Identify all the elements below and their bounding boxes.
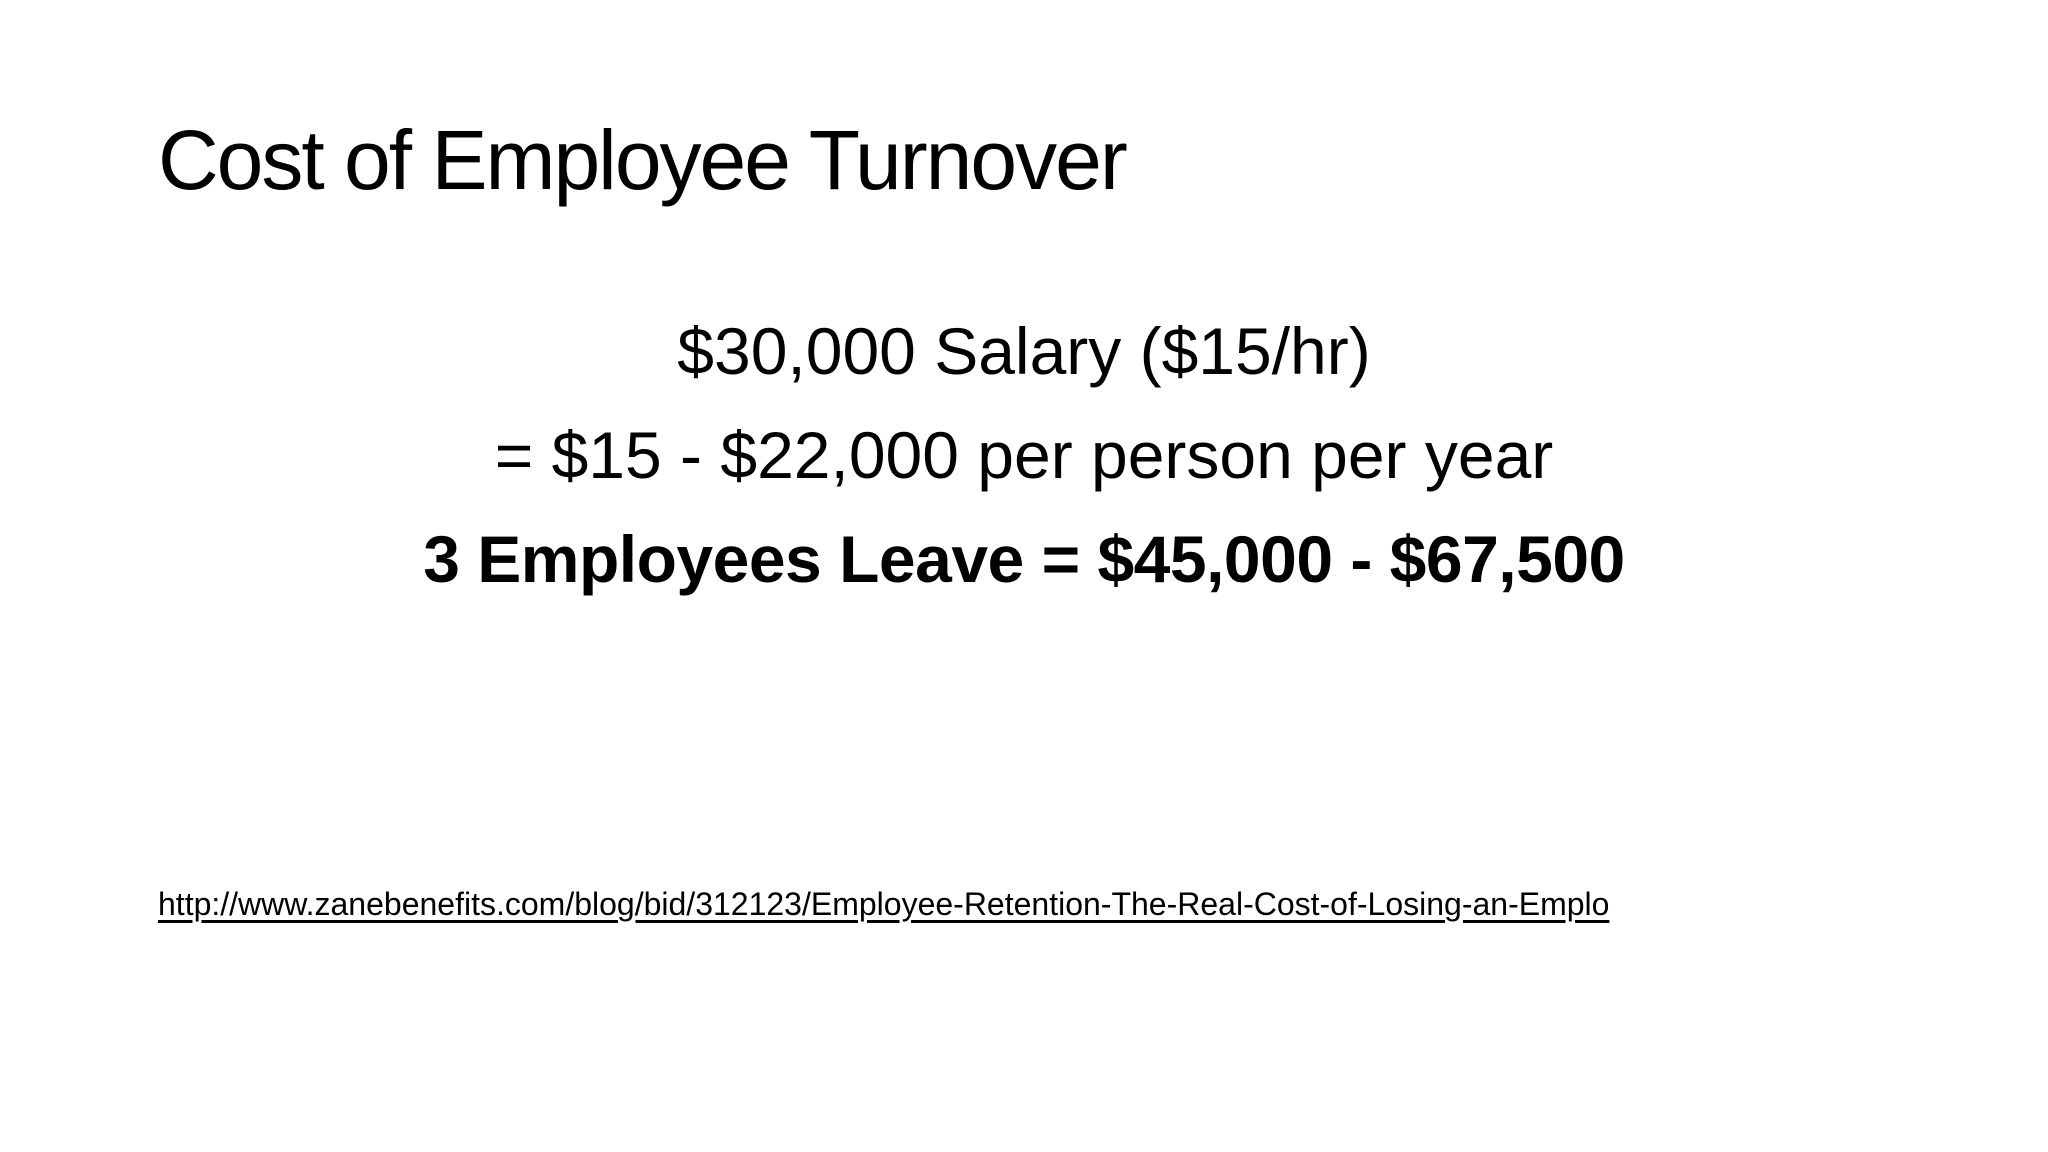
slide-body bbox=[0, 314, 2048, 596]
salary-line: $30,000 Salary ($15/hr) bbox=[677, 314, 1371, 388]
cost-per-person-line: = $15 - $22,000 per person per year bbox=[494, 418, 1554, 492]
total-cost-line: 3 Employees Leave = $45,000 - $67,500 bbox=[423, 522, 1625, 596]
slide-title: Cost of Employee Turnover bbox=[158, 113, 1126, 207]
source-link[interactable]: http://www.zanebenefits.com/blog/bid/312123/Employee-Retention-The-Real-Cost-of-Losing-an-Emplo bbox=[158, 886, 1610, 922]
